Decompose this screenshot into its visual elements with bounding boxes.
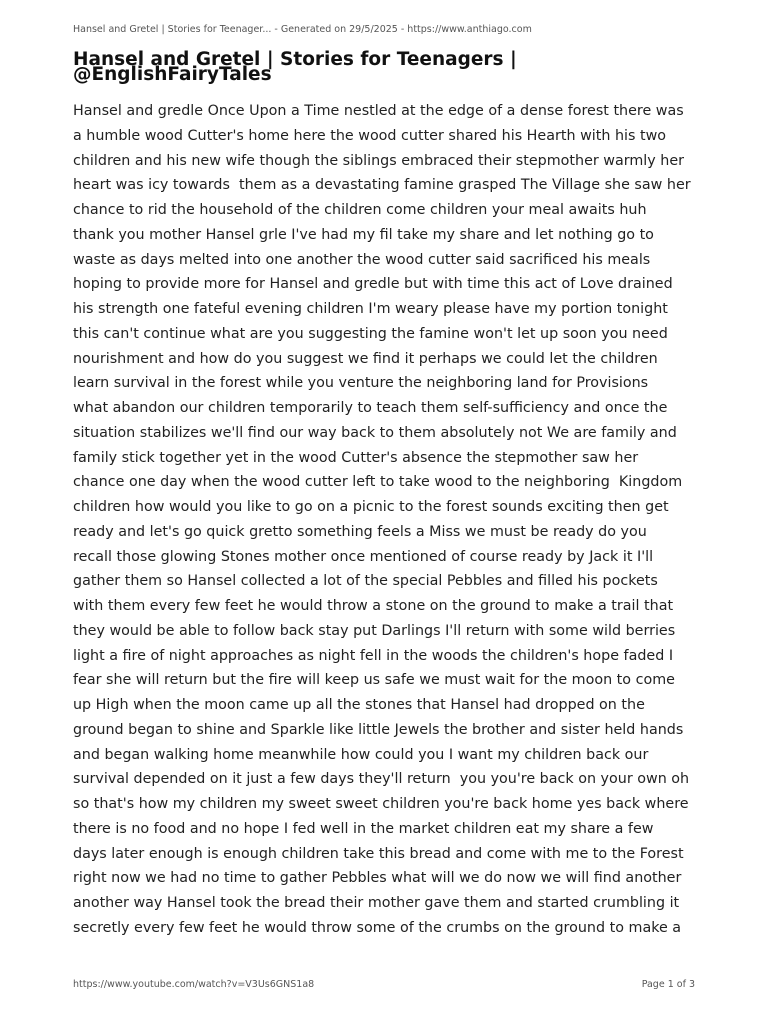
body-text-line: they would be able to follow back stay put Darlings I'll return with some wild berries (73, 622, 676, 639)
document-title (73, 49, 703, 85)
page-number: Page 1 of 3 (641, 979, 695, 990)
body-text-line: recall those glowing Stones mother once mentioned of course ready by Jack it I'll (73, 548, 654, 565)
body-text-line: family stick together yet in the wood Cutter's absence the stepmother saw her (73, 449, 639, 466)
body-text-line: chance to rid the household of the children come children your meal awaits huh (73, 202, 647, 218)
body-text-line: this can't continue what are you suggesting the famine won't let up soon you need (73, 325, 668, 342)
body-text-line: survival depended on it just a few days they'll return you you're back on your own oh (73, 771, 690, 788)
body-text-line: gather them so Hansel collected a lot of the special Pebbles and filled his pockets (73, 573, 658, 590)
body-text-line: his strength one fateful evening children I'm weary please have my portion tonight (73, 301, 668, 317)
body-text-line: learn survival in the forest while you venture the neighboring land for Provisions (73, 375, 649, 392)
body-text-line: with them every few feet he would throw a stone on the ground to make a trail that (73, 598, 674, 614)
body-text-line: waste as days melted into one another the wood cutter said sacrificed his meals (73, 251, 651, 268)
body-text-line: hoping to provide more for Hansel and gredle but with time this act of Love drained (73, 276, 673, 293)
document-title-line-2: @EnglishFairyTales (73, 64, 272, 85)
body-text-line: nourishment and how do you suggest we find it perhaps we could let the children (73, 350, 658, 367)
body-text-line: so that's how my children my sweet sweet children you're back home yes back where (73, 796, 689, 812)
body-text-line: ground began to shine and Sparkle like little Jewels the brother and sister held hands (73, 721, 684, 738)
body-text-line: children and his new wife though the siblings embraced their stepmother warmly her (73, 152, 685, 169)
body-text-line: secretly every few feet he would throw some of the crumbs on the ground to make a (73, 919, 682, 936)
body-text-line: days later enough is enough children take this bread and come with me to the Forest (73, 845, 684, 862)
body-text-line: there is no food and no hope I fed well in the market children eat my share a few (73, 820, 654, 837)
body-text-line: right now we had no time to gather Pebbles what will we do now we will find another (73, 870, 682, 887)
body-text-line: children how would you like to go on a picnic to the forest sounds exciting then get (73, 499, 669, 515)
source-url: https://www.youtube.com/watch?v=V3Us6GNS1a8 (73, 979, 315, 990)
body-text-line: thank you mother Hansel grle I've had my fil take my share and let nothing go to (73, 226, 654, 243)
body-text-line: what abandon our children temporarily to teach them self-sufficiency and once the (73, 400, 668, 416)
body-text-line: chance one day when the wood cutter left to take wood to the neighboring Kingdom (73, 474, 683, 491)
body-text-line: heart was icy towards them as a devastating famine grasped The Village she saw her (73, 177, 691, 194)
body-text-line: fear she will return but the fire will keep us safe we must wait for the moon to come (73, 672, 675, 689)
body-text-line: situation stabilizes we'll find our way back to them absolutely not We are family and (73, 424, 677, 441)
document-body (73, 99, 701, 941)
page-header: Hansel and Gretel | Stories for Teenager... - Generated on 29/5/2025 - https://www.anthiago.com (73, 24, 532, 35)
body-text-line: Hansel and gredle Once Upon a Time nestled at the edge of a dense forest there was (73, 103, 684, 119)
body-text-line: another way Hansel took the bread their mother gave them and started crumbling it (73, 895, 680, 911)
document-title-line-1: Hansel and Gretel | Stories for Teenagers | (73, 49, 517, 70)
page-footer (73, 979, 695, 990)
body-text-line: a humble wood Cutter's home here the wood cutter shared his Hearth with his two (73, 127, 667, 144)
body-text-line: and began walking home meanwhile how could you I want my children back our (73, 746, 649, 763)
body-text-line: up High when the moon came up all the stones that Hansel had dropped on the (73, 697, 645, 713)
body-text-line: light a fire of night approaches as night fell in the woods the children's hope faded I (73, 647, 674, 664)
body-text-line: ready and let's go quick gretto something feels a Miss we must be ready do you (73, 523, 647, 540)
